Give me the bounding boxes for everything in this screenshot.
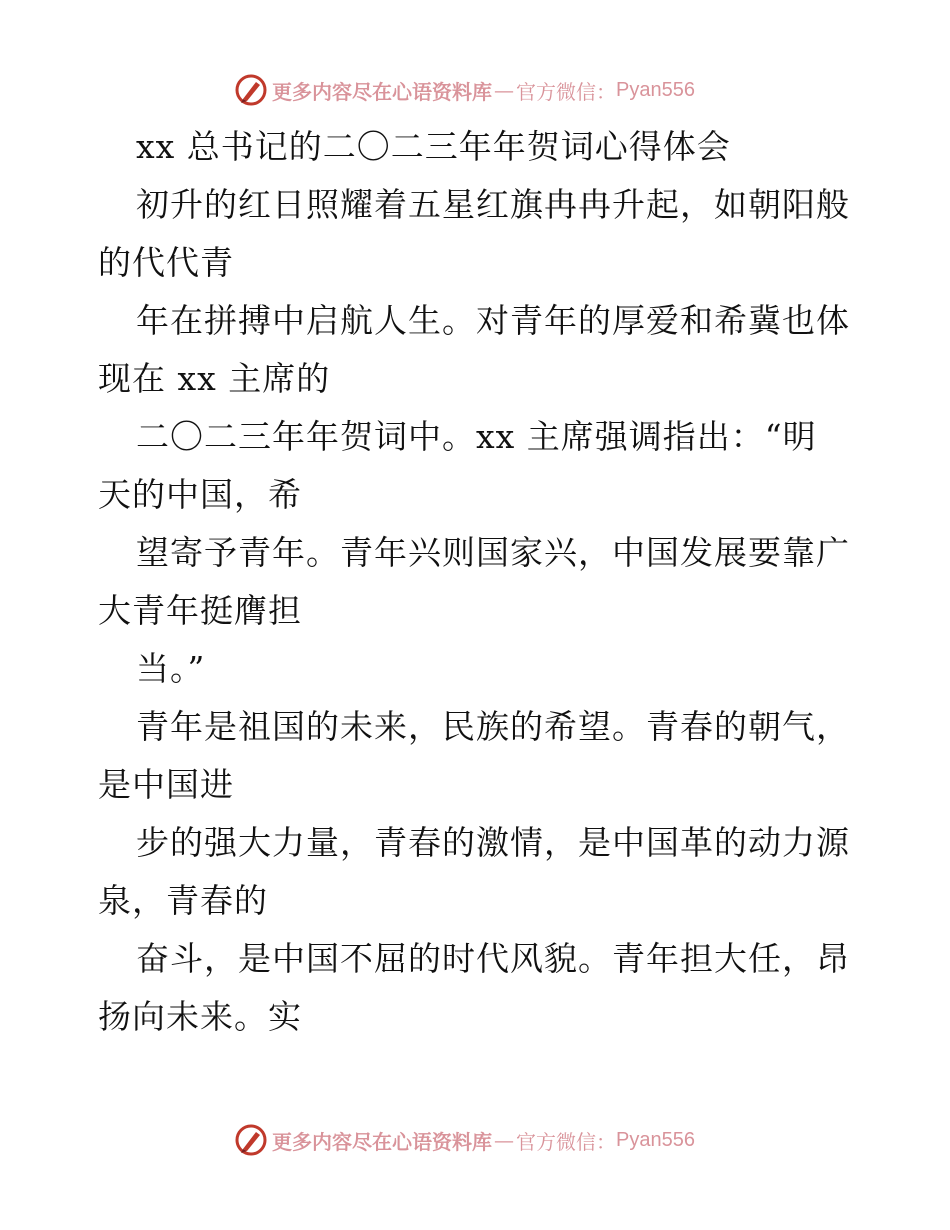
footer-watermark — [234, 1122, 695, 1158]
text-line: 天的中国，希 — [98, 475, 302, 514]
text-line: 初升的红日照耀着五星红旗冉冉升起，如朝阳般 — [136, 185, 850, 224]
text-line: 年在拼搏中启航人生。对青年的厚爱和希冀也体 — [136, 301, 850, 340]
text-line: 二〇二三年年贺词中。xx 主席强调指出：“明 — [136, 417, 817, 456]
text-line: 是中国进 — [98, 765, 234, 804]
watermark-sub-text: 官方微信： — [516, 1129, 616, 1154]
watermark-wechat-id: Pyan556 — [616, 78, 695, 101]
header-watermark — [234, 72, 695, 108]
text-line: 扬向未来。实 — [98, 997, 302, 1036]
document-body — [98, 118, 858, 1046]
document-title: xx 总书记的二〇二三年年贺词心得体会 — [136, 127, 731, 166]
text-line: 奋斗，是中国不屈的时代风貌。青年担大任，昂 — [136, 939, 850, 978]
watermark-dash: — — [494, 1128, 514, 1152]
watermark-main-text: 更多内容尽在心语资料库 — [272, 1129, 492, 1154]
watermark-sub-text: 官方微信： — [516, 79, 616, 104]
text-line: 现在 xx 主席的 — [98, 359, 331, 398]
text-line: 泉，青春的 — [98, 881, 268, 920]
text-line: 青年是祖国的未来，民族的希望。青春的朝气， — [136, 707, 850, 746]
text-line: 望寄予青年。青年兴则国家兴，中国发展要靠广 — [136, 533, 850, 572]
pen-logo-icon — [234, 73, 268, 107]
watermark-wechat-id: Pyan556 — [616, 1128, 695, 1151]
text-line: 的代代青 — [98, 243, 234, 282]
watermark-main-text: 更多内容尽在心语资料库 — [272, 79, 492, 104]
text-line: 大青年挺膺担 — [98, 591, 302, 630]
pen-logo-icon — [234, 1123, 268, 1157]
text-line: 当。” — [136, 649, 206, 688]
watermark-dash: — — [494, 78, 514, 102]
text-line: 步的强大力量，青春的激情，是中国革的动力源 — [136, 823, 850, 862]
